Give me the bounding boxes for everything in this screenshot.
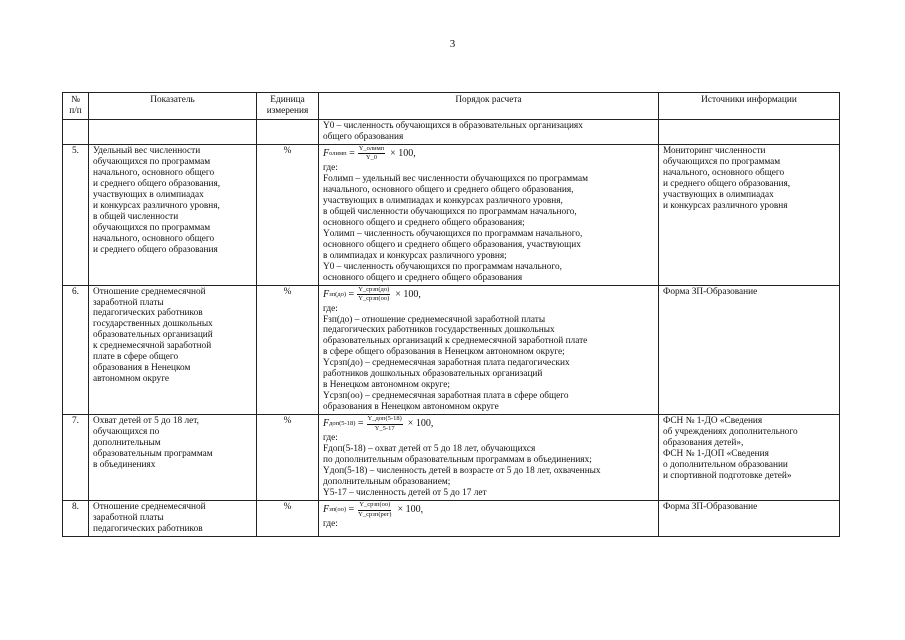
where-label: где:: [323, 433, 338, 444]
table-row: [63, 285, 840, 415]
table-row: [63, 144, 840, 285]
procedure-cell: [319, 285, 659, 415]
row-number: 7.: [63, 415, 89, 501]
procedure-text: Fзп(до) – отношение среднемесячной заработной платы педагогических работников государственных дошкольных образовательных организаций к среднемесячной заработной плате в сфере общего образования в Ненецком автономном округе; Yсрзп(до) – среднемесячная заработная плата педагогических работников дошкольных образовательных организаций в Ненецком автономном округе; Yсрзп(оо) – среднемесячная заработная плата в сфере общего образования в Ненецком автономном округе: [323, 314, 588, 413]
formula: F зп(оо) = $\frac{\text{Y\_срзп(оо)}}{\text{Y\_срзп(рег)}}$ × 100,: [323, 501, 424, 518]
sources-cell: Мониторинг численности обучающихся по программам начального, основного общего и среднего общего образования, участвующих в олимпиадах и конкурсах различного уровня: [659, 144, 840, 285]
procedure-text: Fолимп – удельный вес численности обучающихся по программам начального, основного общего и среднего общего образования, участвующих в олимпиадах и конкурсах различного уровня, в общей численности обучающихся по программам начального, основного общего и среднего общего образования; Yолимп – численность обучающихся по программам начального, основного общего и среднего общего образования, участвующих в олимпиадах и конкурсах различного уровня; Y0 – численность обучающихся по программам начального, основного общего и среднего общего образования: [323, 173, 588, 283]
indicator-cell: Отношение среднемесячной заработной платы педагогических работников: [89, 501, 257, 537]
sources-cell: Форма ЗП-Образование: [659, 501, 840, 537]
row-number: 5.: [63, 144, 89, 285]
formula: F олимп = $\frac{\text{Y\_олимп}}{Y\_0}$ × 100,: [323, 144, 416, 162]
carryover-text: Y0 – численность обучающихся в образовательных организациях общего образования: [319, 119, 659, 144]
page-number: 3: [449, 38, 456, 50]
header-sources: Источники информации: [659, 93, 840, 120]
indicator-cell: Удельный вес численности обучающихся по программам начального, основного общего и среднего общего образования, участвующих в олимпиадах и конкурсах различного уровня, в общей численности обучающихся по программам начального, основного общего и среднего общего образования: [89, 144, 257, 285]
sources-cell: ФСН № 1-ДО «Сведения об учреждениях дополнительного образования детей», ФСН № 1-ДОП «Сведения о дополнительном образовании и спортивной подготовке детей»: [659, 415, 840, 501]
header-procedure: Порядок расчета: [319, 93, 659, 120]
table-row: [63, 415, 840, 501]
sources-cell: Форма ЗП-Образование: [659, 285, 840, 415]
formula: F зп(до) = $\frac{\text{Y\_срзп(до)}}{\text{Y\_срзп(оо)}}$ × 100,: [323, 285, 421, 303]
table-header-row: [63, 93, 840, 120]
row-number: 8.: [63, 501, 89, 537]
unit-cell: %: [257, 144, 319, 285]
indicators-table: [62, 92, 840, 537]
procedure-cell: [319, 415, 659, 501]
unit-cell: %: [257, 415, 319, 501]
table-row-carryover: [63, 119, 840, 144]
indicator-cell: Отношение среднемесячной заработной платы педагогических работников государственных дошкольных образовательных организаций к среднемесячной заработной плате в сфере общего образования в Ненецком автономном округе: [89, 285, 257, 415]
unit-cell: %: [257, 501, 319, 537]
unit-cell: %: [257, 285, 319, 415]
where-label: где:: [323, 162, 338, 173]
procedure-cell: [319, 501, 659, 537]
header-num: № п/п: [63, 93, 89, 120]
where-label: где:: [323, 303, 338, 314]
header-unit: Единица измерения: [257, 93, 319, 120]
formula: F доп(5-18) = $\frac{\text{Y\_доп(5-18)}}{Y\_5-17}$ × 100,: [323, 415, 434, 432]
indicator-cell: Охват детей от 5 до 18 лет, обучающихся по дополнительным образовательным программам в объединениях: [89, 415, 257, 501]
table-row: [63, 501, 840, 537]
procedure-text: Fдоп(5-18) – охват детей от 5 до 18 лет, обучающихся по дополнительным образовательным программам в объединениях; Yдоп(5-18) – численность детей в возрасте от 5 до 18 лет, охваченных дополнительным образованием; Y5-17 – численность детей от 5 до 17 лет: [323, 444, 601, 499]
header-indicator: Показатель: [89, 93, 257, 120]
row-number: 6.: [63, 285, 89, 415]
where-label: где:: [323, 519, 338, 530]
procedure-cell: [319, 144, 659, 285]
